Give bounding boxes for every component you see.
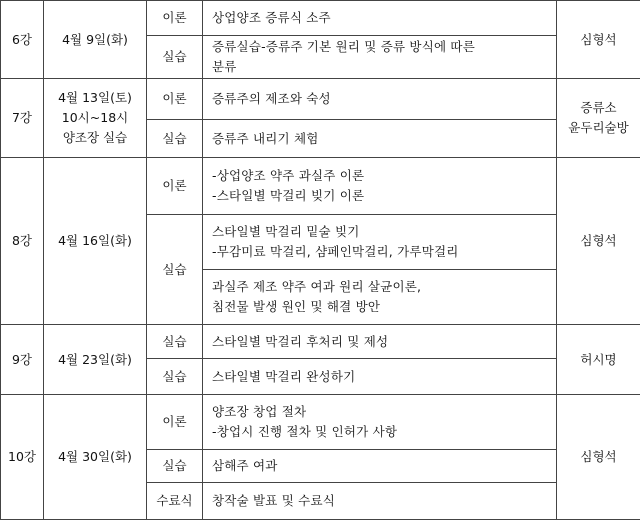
content-line: -스타일별 막걸리 빚기 이론 <box>212 188 365 203</box>
type-cell: 실습 <box>147 36 203 79</box>
content-cell <box>203 36 557 79</box>
date-cell <box>44 1 147 79</box>
teacher-cell <box>557 79 640 158</box>
teacher-cell <box>557 395 640 520</box>
content-line: 스타일별 막걸리 완성하기 <box>212 368 356 384</box>
content-cell <box>203 79 557 120</box>
content-cell <box>203 1 557 36</box>
type-cell: 이론 <box>147 79 203 120</box>
date-line: 4월 13일(토) <box>58 90 132 105</box>
table-row <box>1 1 640 36</box>
week-cell: 6강 <box>1 1 44 79</box>
content-line: 스타일별 막걸리 밑술 빚기 <box>212 224 360 239</box>
table-row <box>1 325 640 359</box>
type-cell: 실습 <box>147 325 203 359</box>
content-line: 상업양조 증류식 소주 <box>212 10 331 25</box>
content-line: 침전물 발생 원인 및 해결 방안 <box>212 299 381 314</box>
teacher-line: 심형석 <box>580 233 617 248</box>
content-line: 증류주 내리기 체험 <box>212 130 319 146</box>
teacher-cell <box>557 325 640 395</box>
teacher-line: 심형석 <box>580 449 617 464</box>
content-line: 분류 <box>212 59 237 74</box>
week-cell: 8강 <box>1 158 44 325</box>
teacher-line: 윤두리술방 <box>568 120 629 135</box>
date-cell <box>44 158 147 325</box>
type-cell: 실습 <box>147 450 203 483</box>
date-cell <box>44 395 147 520</box>
date-line: 양조장 실습 <box>62 130 128 145</box>
content-line: 삼해주 여과 <box>212 458 278 473</box>
content-line: -무감미료 막걸리, 샴페인막걸리, 가루막걸리 <box>212 244 459 259</box>
content-line: 증류실습-증류주 기본 원리 및 증류 방식에 따른 <box>212 39 475 54</box>
content-cell <box>203 158 557 215</box>
content-line: 증류주의 제조와 숙성 <box>212 91 331 106</box>
type-cell: 수료식 <box>147 483 203 520</box>
date-line: 4월 9일(화) <box>62 31 128 47</box>
content-cell <box>203 359 557 395</box>
content-line: 과실주 제조 약주 여과 원리 살균이론, <box>212 279 422 294</box>
date-cell <box>44 79 147 158</box>
date-cell <box>44 325 147 395</box>
teacher-cell <box>557 158 640 325</box>
date-line: 4월 30일(화) <box>58 449 132 464</box>
week-cell: 9강 <box>1 325 44 395</box>
content-line: -상업양조 약주 과실주 이론 <box>212 168 365 183</box>
content-cell <box>203 325 557 359</box>
week-cell: 7강 <box>1 79 44 158</box>
content-cell <box>203 120 557 158</box>
content-cell <box>203 270 557 325</box>
teacher-line: 허시명 <box>580 351 617 367</box>
content-cell <box>203 215 557 270</box>
type-cell: 이론 <box>147 158 203 215</box>
type-cell: 실습 <box>147 359 203 395</box>
type-cell: 이론 <box>147 1 203 36</box>
content-line: 창작술 발표 및 수료식 <box>212 493 335 508</box>
teacher-line: 증류소 <box>580 100 617 115</box>
date-line: 4월 16일(화) <box>58 233 132 248</box>
date-line: 10시~18시 <box>61 110 129 125</box>
content-line: -창업시 진행 절차 및 인허가 사항 <box>212 424 398 439</box>
date-line: 4월 23일(화) <box>58 351 132 367</box>
content-cell <box>203 395 557 450</box>
table-row <box>1 395 640 450</box>
week-cell: 10강 <box>1 395 44 520</box>
table-row <box>1 158 640 215</box>
type-cell: 실습 <box>147 215 203 325</box>
content-line: 스타일별 막걸리 후처리 및 제성 <box>212 333 389 349</box>
content-line: 양조장 창업 절차 <box>212 404 307 419</box>
teacher-line: 심형석 <box>580 31 617 47</box>
table-row <box>1 79 640 120</box>
type-cell: 실습 <box>147 120 203 158</box>
teacher-cell <box>557 1 640 79</box>
content-cell <box>203 483 557 520</box>
type-cell: 이론 <box>147 395 203 450</box>
content-cell <box>203 450 557 483</box>
